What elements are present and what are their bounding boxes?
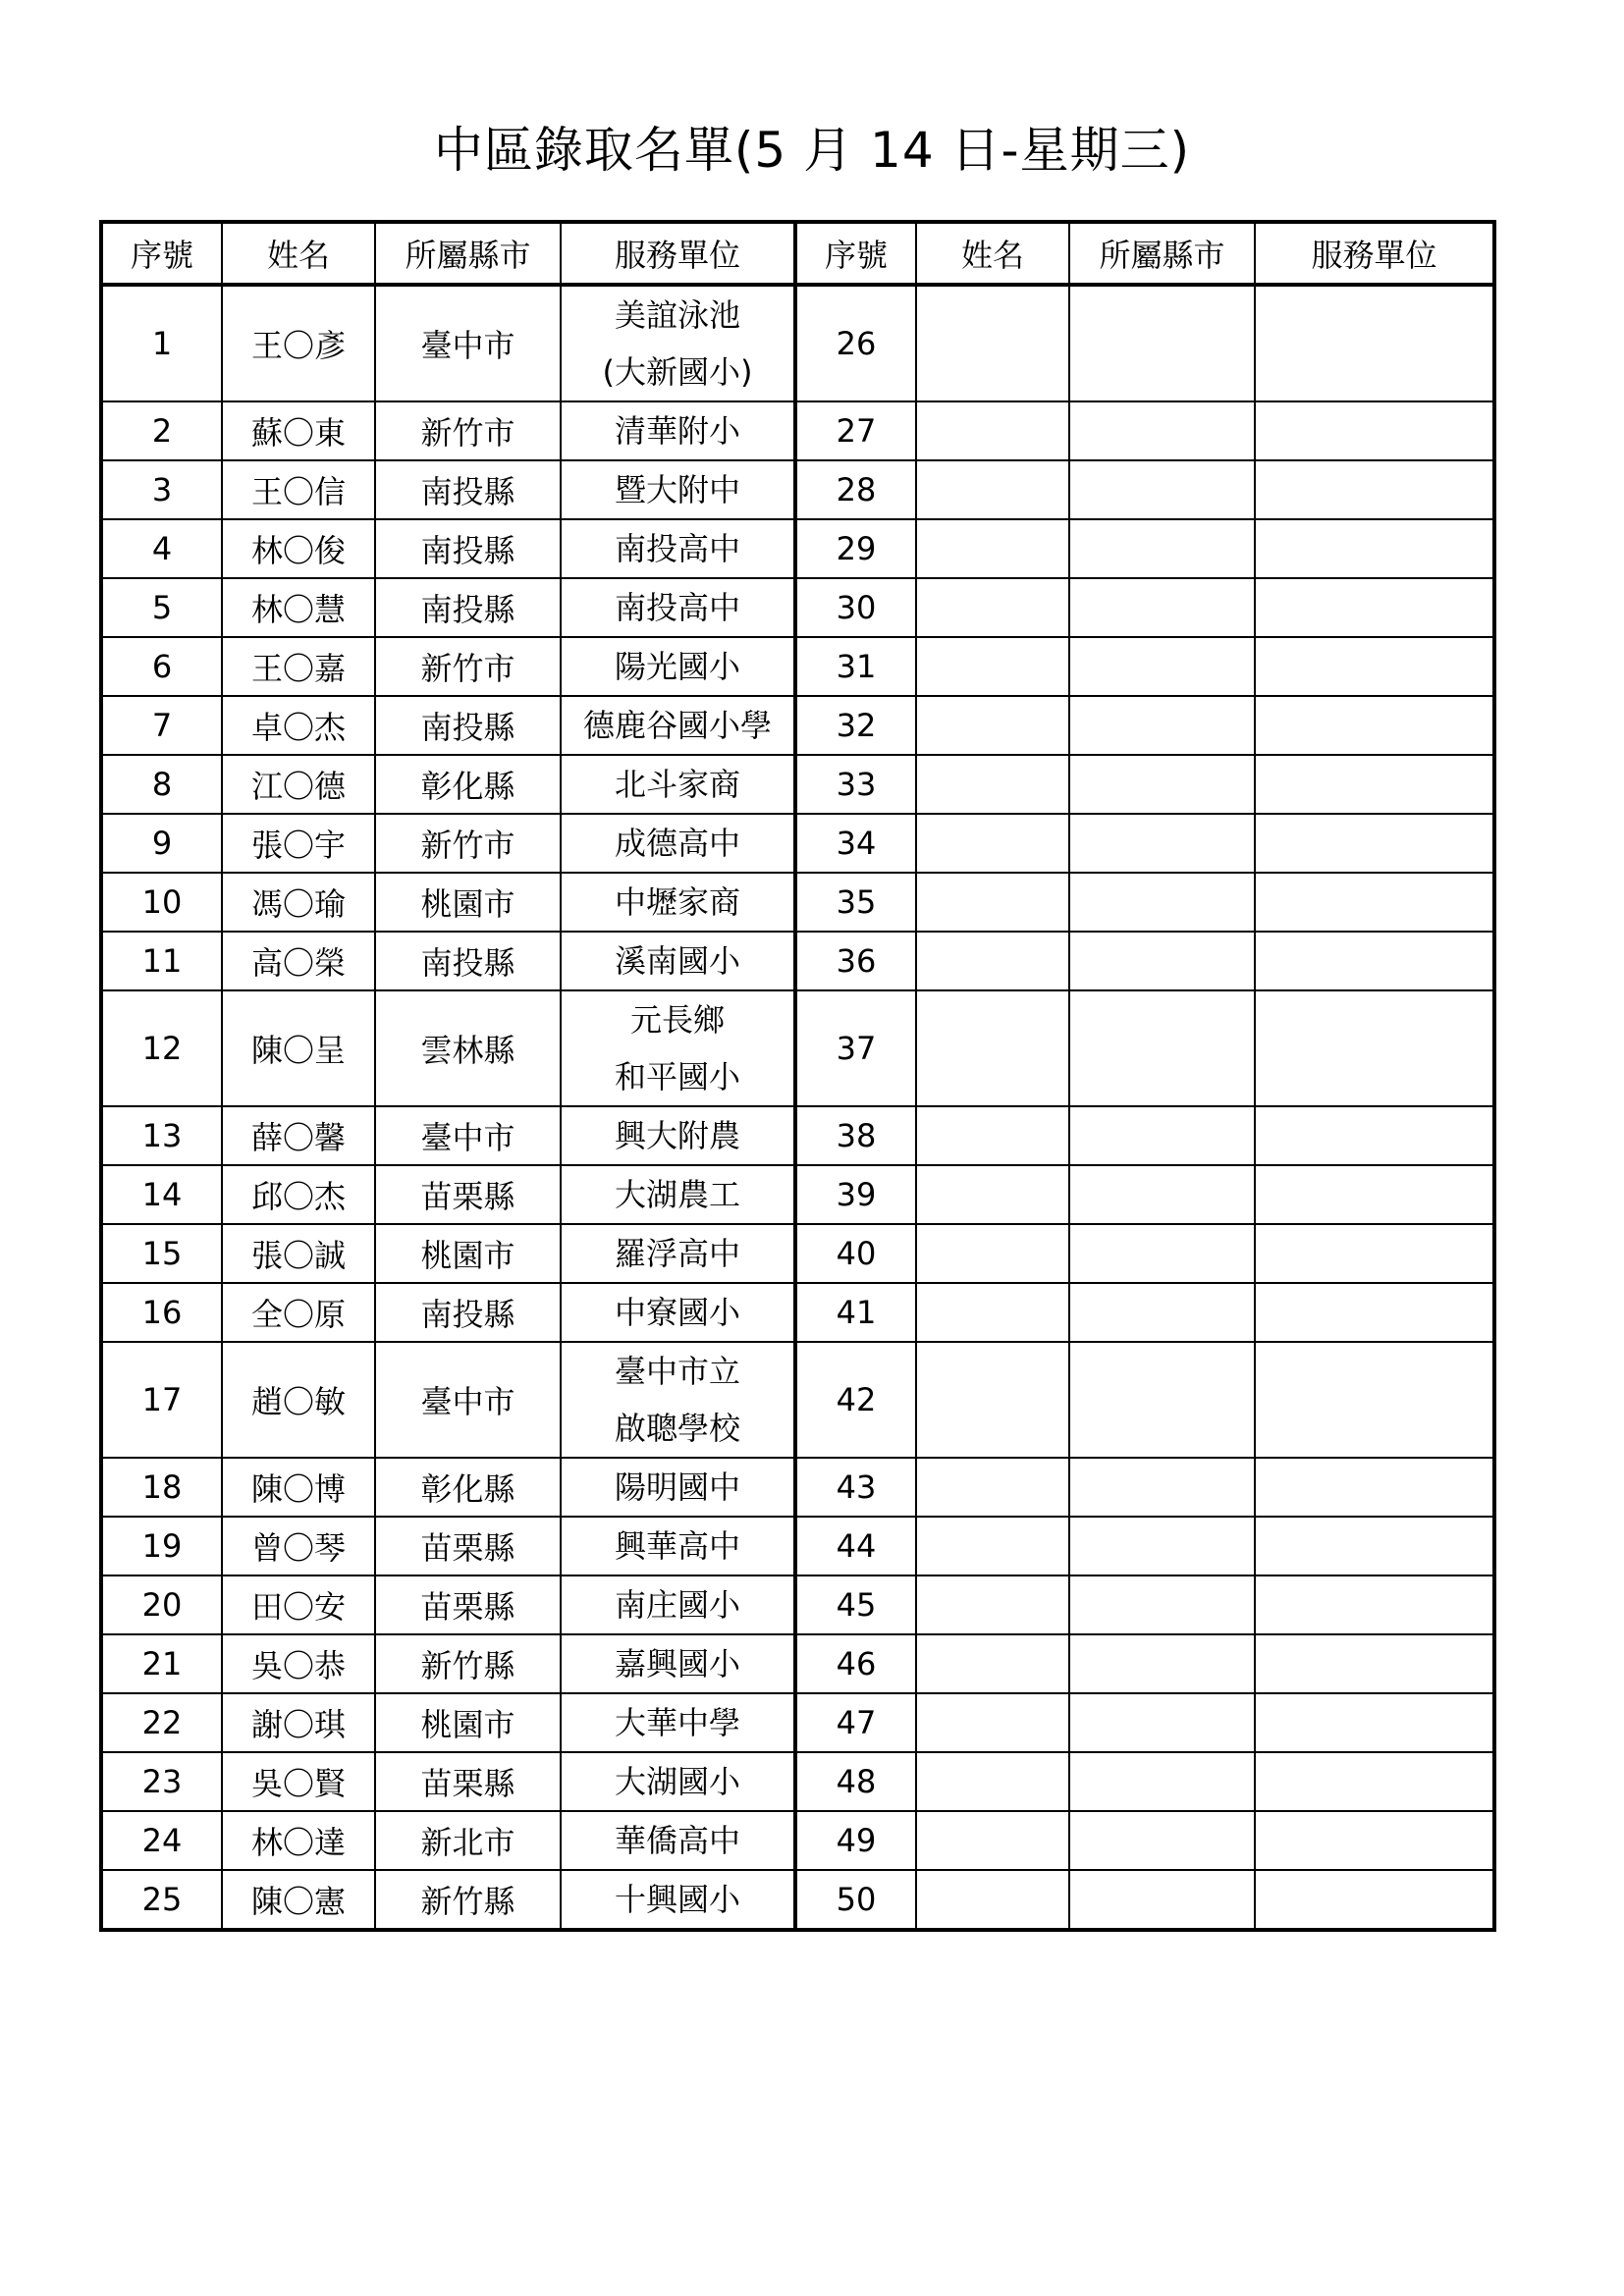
serial-cell: 8 [101,755,222,814]
city-cell-2 [1069,696,1255,755]
name-cell: 曾〇琴 [222,1517,375,1575]
city-cell-2 [1069,285,1255,401]
unit-cell [561,932,795,990]
page-title: 中區錄取名單(5 月 14 日-星期三) [433,122,1191,179]
city-cell: 新竹市 [375,814,561,873]
unit-cell-2 [1255,1342,1494,1458]
name-cell: 邱〇杰 [222,1165,375,1224]
name-cell: 陳〇呈 [222,990,375,1106]
unit-line: 美誼泳池 [614,296,740,334]
unit-cell [561,460,795,519]
city-cell: 新北市 [375,1811,561,1870]
city-cell-2 [1069,1752,1255,1811]
name-cell-2 [916,1811,1069,1870]
serial-cell: 9 [101,814,222,873]
serial-cell: 13 [101,1106,222,1165]
city-cell-2 [1069,460,1255,519]
unit-cell [561,1342,795,1458]
name-cell: 吳〇賢 [222,1752,375,1811]
unit-line: 南投高中 [614,589,740,626]
unit-line: 十興國小 [614,1881,740,1918]
serial-cell-2: 39 [795,1165,916,1224]
name-cell-2 [916,637,1069,696]
name-cell: 林〇慧 [222,578,375,637]
serial-cell: 5 [101,578,222,637]
unit-line: 成德高中 [614,825,740,862]
table-row [101,1224,1494,1283]
header-unit: 服務單位 [561,222,795,285]
unit-cell [561,1224,795,1283]
table-row [101,873,1494,932]
admission-table [99,220,1496,1932]
unit-cell-2 [1255,1517,1494,1575]
name-cell-2 [916,1517,1069,1575]
city-cell-2 [1069,990,1255,1106]
name-cell-2 [916,1458,1069,1517]
name-cell-2 [916,932,1069,990]
table-row [101,1752,1494,1811]
unit-cell [561,1517,795,1575]
city-cell: 新竹縣 [375,1870,561,1930]
city-cell-2 [1069,1106,1255,1165]
name-cell: 林〇達 [222,1811,375,1870]
unit-line: 中壢家商 [614,883,740,921]
name-cell: 薛〇馨 [222,1106,375,1165]
city-cell: 苗栗縣 [375,1517,561,1575]
name-cell: 王〇嘉 [222,637,375,696]
table-row [101,519,1494,578]
unit-line: 興大附農 [614,1117,740,1154]
unit-line: 臺中市立 [614,1353,740,1390]
name-cell-2 [916,1752,1069,1811]
unit-cell-2 [1255,1224,1494,1283]
table-row [101,1634,1494,1693]
table-row [101,1342,1494,1458]
unit-line: 清華附小 [614,412,740,450]
city-cell: 新竹市 [375,401,561,460]
unit-cell [561,1283,795,1342]
unit-line: 暨大附中 [614,471,740,508]
header-row [101,222,1494,285]
name-cell: 江〇德 [222,755,375,814]
serial-cell-2: 30 [795,578,916,637]
name-cell: 張〇誠 [222,1224,375,1283]
city-cell-2 [1069,1283,1255,1342]
unit-cell [561,1870,795,1930]
unit-cell [561,990,795,1106]
table-row [101,696,1494,755]
name-cell: 全〇原 [222,1283,375,1342]
serial-cell: 1 [101,285,222,401]
serial-cell-2: 46 [795,1634,916,1693]
header-serial: 序號 [101,222,222,285]
unit-cell-2 [1255,285,1494,401]
unit-cell [561,637,795,696]
unit-cell-2 [1255,519,1494,578]
serial-cell-2: 33 [795,755,916,814]
serial-cell: 11 [101,932,222,990]
serial-cell: 17 [101,1342,222,1458]
city-cell: 新竹市 [375,637,561,696]
name-cell-2 [916,578,1069,637]
city-cell: 臺中市 [375,1342,561,1458]
city-cell-2 [1069,873,1255,932]
name-cell: 馮〇瑜 [222,873,375,932]
unit-cell-2 [1255,460,1494,519]
name-cell-2 [916,990,1069,1106]
city-cell-2 [1069,1517,1255,1575]
serial-cell: 6 [101,637,222,696]
unit-cell [561,1693,795,1752]
serial-cell: 2 [101,401,222,460]
name-cell-2 [916,1283,1069,1342]
serial-cell-2: 49 [795,1811,916,1870]
serial-cell-2: 45 [795,1575,916,1634]
name-cell-2 [916,1575,1069,1634]
city-cell: 臺中市 [375,285,561,401]
city-cell-2 [1069,1165,1255,1224]
unit-cell [561,1752,795,1811]
serial-cell-2: 47 [795,1693,916,1752]
unit-line: 嘉興國小 [614,1645,740,1682]
serial-cell-2: 48 [795,1752,916,1811]
city-cell: 新竹縣 [375,1634,561,1693]
table-row [101,1165,1494,1224]
name-cell: 田〇安 [222,1575,375,1634]
unit-cell [561,1165,795,1224]
city-cell: 南投縣 [375,696,561,755]
serial-cell: 19 [101,1517,222,1575]
name-cell-2 [916,1634,1069,1693]
unit-cell [561,755,795,814]
serial-cell-2: 40 [795,1224,916,1283]
serial-cell-2: 31 [795,637,916,696]
name-cell: 林〇俊 [222,519,375,578]
unit-cell-2 [1255,696,1494,755]
unit-line: 大湖農工 [614,1176,740,1213]
unit-cell-2 [1255,637,1494,696]
unit-cell-2 [1255,990,1494,1106]
serial-cell: 4 [101,519,222,578]
table-row [101,755,1494,814]
serial-cell: 21 [101,1634,222,1693]
serial-cell: 15 [101,1224,222,1283]
serial-cell-2: 42 [795,1342,916,1458]
serial-cell-2: 41 [795,1283,916,1342]
header-city-2: 所屬縣市 [1069,222,1255,285]
unit-cell-2 [1255,932,1494,990]
unit-cell [561,285,795,401]
unit-cell-2 [1255,578,1494,637]
name-cell-2 [916,1693,1069,1752]
serial-cell-2: 26 [795,285,916,401]
name-cell-2 [916,755,1069,814]
unit-cell-2 [1255,1283,1494,1342]
name-cell: 謝〇琪 [222,1693,375,1752]
table-row [101,1106,1494,1165]
unit-line: 興華高中 [614,1527,740,1565]
city-cell: 苗栗縣 [375,1165,561,1224]
name-cell: 吳〇恭 [222,1634,375,1693]
unit-cell-2 [1255,1106,1494,1165]
serial-cell: 18 [101,1458,222,1517]
serial-cell-2: 37 [795,990,916,1106]
table-row [101,1811,1494,1870]
city-cell-2 [1069,1634,1255,1693]
name-cell-2 [916,873,1069,932]
city-cell-2 [1069,755,1255,814]
unit-line: 和平國小 [614,1058,740,1095]
unit-line: 北斗家商 [614,766,740,803]
unit-cell [561,873,795,932]
table-row [101,814,1494,873]
city-cell: 桃園市 [375,1224,561,1283]
table-row [101,1693,1494,1752]
table-row [101,990,1494,1106]
city-cell: 南投縣 [375,1283,561,1342]
name-cell-2 [916,1224,1069,1283]
unit-cell-2 [1255,1165,1494,1224]
name-cell-2 [916,460,1069,519]
name-cell: 王〇信 [222,460,375,519]
unit-cell-2 [1255,1811,1494,1870]
serial-cell: 22 [101,1693,222,1752]
unit-cell-2 [1255,401,1494,460]
name-cell-2 [916,814,1069,873]
name-cell: 陳〇博 [222,1458,375,1517]
header-serial-2: 序號 [795,222,916,285]
unit-line: 德鹿谷國小學 [582,707,772,744]
table-row [101,1458,1494,1517]
serial-cell-2: 29 [795,519,916,578]
serial-cell: 3 [101,460,222,519]
unit-cell-2 [1255,755,1494,814]
city-cell: 南投縣 [375,519,561,578]
unit-cell-2 [1255,1634,1494,1693]
unit-line: 元長鄉 [629,1001,725,1039]
unit-cell [561,578,795,637]
serial-cell-2: 28 [795,460,916,519]
unit-line: 南投高中 [614,530,740,567]
name-cell-2 [916,1870,1069,1930]
header-name-2: 姓名 [916,222,1069,285]
city-cell: 桃園市 [375,873,561,932]
serial-cell: 24 [101,1811,222,1870]
unit-line: 羅浮高中 [614,1235,740,1272]
name-cell: 張〇宇 [222,814,375,873]
unit-line: 大湖國小 [614,1763,740,1800]
serial-cell: 20 [101,1575,222,1634]
city-cell-2 [1069,1693,1255,1752]
unit-cell-2 [1255,1575,1494,1634]
city-cell-2 [1069,1811,1255,1870]
city-cell-2 [1069,814,1255,873]
name-cell-2 [916,696,1069,755]
unit-cell-2 [1255,1870,1494,1930]
unit-line: 大華中學 [614,1704,740,1741]
name-cell: 蘇〇東 [222,401,375,460]
name-cell-2 [916,519,1069,578]
table-row [101,1870,1494,1930]
unit-cell [561,1106,795,1165]
unit-cell [561,519,795,578]
serial-cell: 23 [101,1752,222,1811]
name-cell: 王〇彥 [222,285,375,401]
city-cell: 南投縣 [375,460,561,519]
city-cell: 彰化縣 [375,755,561,814]
name-cell-2 [916,1165,1069,1224]
serial-cell-2: 32 [795,696,916,755]
unit-line: 陽光國小 [614,648,740,685]
serial-cell-2: 50 [795,1870,916,1930]
unit-cell-2 [1255,873,1494,932]
city-cell-2 [1069,932,1255,990]
unit-cell-2 [1255,814,1494,873]
unit-line: 南庄國小 [614,1586,740,1624]
serial-cell-2: 35 [795,873,916,932]
serial-cell: 16 [101,1283,222,1342]
table-row [101,1283,1494,1342]
table-row [101,1575,1494,1634]
city-cell-2 [1069,401,1255,460]
city-cell-2 [1069,1458,1255,1517]
serial-cell-2: 44 [795,1517,916,1575]
unit-cell-2 [1255,1458,1494,1517]
name-cell: 趙〇敏 [222,1342,375,1458]
table-row [101,401,1494,460]
unit-cell [561,1811,795,1870]
name-cell: 卓〇杰 [222,696,375,755]
unit-cell [561,401,795,460]
unit-cell-2 [1255,1752,1494,1811]
city-cell-2 [1069,1224,1255,1283]
table-row [101,460,1494,519]
name-cell-2 [916,1342,1069,1458]
city-cell: 臺中市 [375,1106,561,1165]
city-cell: 苗栗縣 [375,1752,561,1811]
city-cell: 雲林縣 [375,990,561,1106]
unit-cell [561,696,795,755]
unit-line: 陽明國中 [614,1468,740,1506]
table-row [101,578,1494,637]
header-unit-2: 服務單位 [1255,222,1494,285]
unit-line: 華僑高中 [614,1822,740,1859]
serial-cell-2: 27 [795,401,916,460]
serial-cell-2: 34 [795,814,916,873]
city-cell: 南投縣 [375,932,561,990]
unit-line: (大新國小) [602,353,753,391]
city-cell-2 [1069,1870,1255,1930]
name-cell-2 [916,401,1069,460]
city-cell-2 [1069,637,1255,696]
serial-cell: 7 [101,696,222,755]
name-cell-2 [916,1106,1069,1165]
city-cell-2 [1069,519,1255,578]
unit-cell [561,814,795,873]
city-cell: 苗栗縣 [375,1575,561,1634]
city-cell-2 [1069,1342,1255,1458]
city-cell-2 [1069,1575,1255,1634]
table-body [101,285,1494,1930]
table-row [101,637,1494,696]
unit-cell [561,1458,795,1517]
serial-cell: 12 [101,990,222,1106]
name-cell-2 [916,285,1069,401]
unit-cell [561,1634,795,1693]
city-cell: 桃園市 [375,1693,561,1752]
header-city: 所屬縣市 [375,222,561,285]
serial-cell-2: 36 [795,932,916,990]
city-cell: 南投縣 [375,578,561,637]
table-row [101,1517,1494,1575]
serial-cell: 10 [101,873,222,932]
unit-cell-2 [1255,1693,1494,1752]
serial-cell-2: 43 [795,1458,916,1517]
table-row [101,932,1494,990]
unit-line: 啟聰學校 [614,1410,740,1447]
city-cell-2 [1069,578,1255,637]
name-cell: 陳〇憲 [222,1870,375,1930]
unit-line: 中寮國小 [614,1294,740,1331]
serial-cell: 14 [101,1165,222,1224]
unit-cell [561,1575,795,1634]
unit-line: 溪南國小 [614,942,740,980]
serial-cell: 25 [101,1870,222,1930]
header-name: 姓名 [222,222,375,285]
serial-cell-2: 38 [795,1106,916,1165]
name-cell: 高〇榮 [222,932,375,990]
city-cell: 彰化縣 [375,1458,561,1517]
table-row [101,285,1494,401]
